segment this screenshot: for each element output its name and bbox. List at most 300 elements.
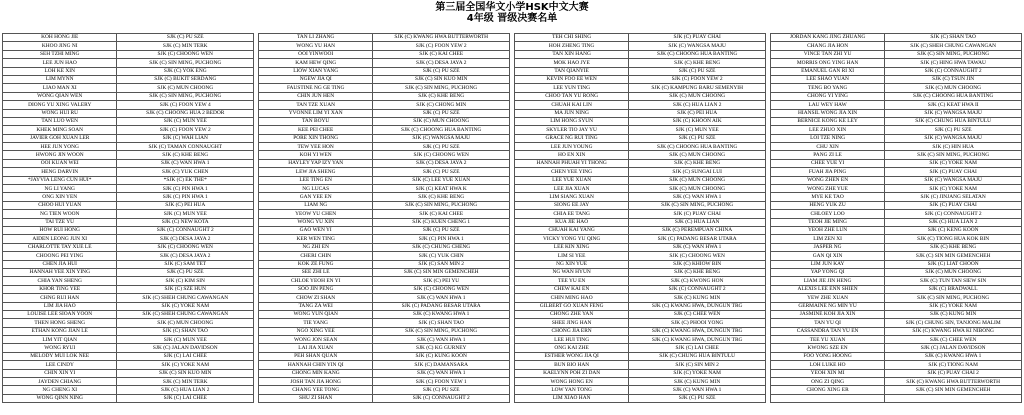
school-name-cell: SJK (C) PU SZE — [885, 126, 1022, 134]
school-name-cell: SJK (C) YUK CHEN — [117, 168, 254, 176]
school-name-cell: SJK (C) MUN CHOONG — [629, 185, 766, 193]
school-name-cell: SJK (C) HIN HUA — [885, 143, 1022, 151]
student-name-cell: SIONG EE JAY — [514, 201, 628, 209]
student-name-cell: PANG ZI LE — [770, 151, 884, 159]
student-name-cell: CHLOEY LOO — [770, 210, 884, 218]
school-name-cell: SJK (C) SUNGAI LUI — [629, 168, 766, 176]
school-name-cell: SJK (C) MUN CHOONG — [629, 151, 766, 159]
table-row — [3, 201, 1022, 209]
table-row — [3, 42, 1022, 50]
student-name-cell: LAU WEY HAW — [770, 101, 884, 109]
table-row — [3, 344, 1022, 352]
student-name-cell: HENG DARVIN — [3, 168, 117, 176]
student-name-cell: ESTHER WONG JIA QI — [514, 352, 628, 360]
school-name-cell: SJK (C) CHUNG SIN, TANJONG MALIM — [885, 319, 1022, 327]
school-name-cell: SJK (C) HING HWA TAWAU — [885, 59, 1022, 67]
school-name-cell: SJK (C) JALAN DAVIDSON — [117, 344, 254, 352]
school-name-cell: SJK (C) KWONG HON — [629, 277, 766, 285]
student-name-cell: WONG HUI RU — [3, 109, 117, 117]
school-name-cell: SJK (C) KWANG HWA BUTTERWORTH — [885, 378, 1022, 386]
student-name-cell: TAN LUO WEN — [3, 117, 117, 125]
student-name-cell: CHONG MIN KANG — [258, 369, 372, 377]
school-name-cell: SJK (C) SHAN TAO — [885, 34, 1022, 42]
student-name-cell: SOO JIN PENG — [258, 285, 372, 293]
student-name-cell: LEE YUE XUAN — [514, 176, 628, 184]
student-name-cell: GERMAINE NG MIN YU — [770, 302, 884, 310]
student-name-cell: TAN LI ZHANG — [258, 34, 372, 42]
school-name-cell: SJK (C) MUN CHOONG — [885, 268, 1022, 276]
school-name-cell: SJK (C) WANGSA MAJU — [629, 42, 766, 50]
student-name-cell: KOH HONG JIE — [3, 34, 117, 42]
student-name-cell: CHIA EE TANG — [514, 210, 628, 218]
student-name-cell: JOSH TAN JIA HONG — [258, 378, 372, 386]
school-name-cell: SJK (C) CHOONG WEN — [117, 50, 254, 58]
student-name-cell: LIM MYNN — [3, 75, 117, 83]
student-name-cell: SHU ZI SHAN — [258, 394, 372, 402]
school-name-cell: SJK (C) SIN MING, PUCHONG — [373, 201, 510, 209]
school-name-cell: SJK (C) DAMANSARA — [373, 361, 510, 369]
student-name-cell: LIAM JIE JIN HENG — [770, 277, 884, 285]
student-name-cell: CHOO TAN YU RONG — [514, 92, 628, 100]
student-name-cell: LIM JUN KAY — [770, 260, 884, 268]
student-name-cell: LEE JIA XUAN — [514, 185, 628, 193]
student-name-cell: HENG YUK ZU — [770, 201, 884, 209]
student-name-cell: WONG ZHE YUE — [770, 185, 884, 193]
student-name-cell: ONG ZI QING — [770, 378, 884, 386]
school-name-cell: SJK (C) CHOONG HUA BANTING — [373, 126, 510, 134]
student-name-cell: THEN HONG SHENG — [3, 319, 117, 327]
student-name-cell: EMANUEL GAN RI XI — [770, 67, 884, 75]
school-name-cell: SJK (C) CHOONG WEN — [373, 151, 510, 159]
school-name-cell: SJK (C) PIN HWA 1 — [117, 193, 254, 201]
school-name-cell: SJK (C) YOKE NAM — [629, 369, 766, 377]
school-name-cell: SJK (C) TIONG HUA KOK BIN — [885, 235, 1022, 243]
table-row — [3, 336, 1022, 344]
school-name-cell: SJK (C) TUN TAN SIEW SIN — [885, 277, 1022, 285]
school-name-cell: SJK (C) SIN MING, PUCHONG — [117, 92, 254, 100]
student-name-cell: TAN QIANYIE — [514, 67, 628, 75]
student-name-cell: TIE YANG — [258, 319, 372, 327]
table-row — [3, 226, 1022, 234]
school-name-cell: SJK (C) PU SZE — [373, 386, 510, 394]
table-row — [3, 92, 1022, 100]
student-name-cell: CHERI CHIN — [258, 252, 372, 260]
school-name-cell: SJK (C) LAI CHEE — [629, 344, 766, 352]
school-name-cell: SJK (C) BUKIT SERDANG — [117, 75, 254, 83]
school-name-cell: SJK (C) PEI HUA — [629, 109, 766, 117]
student-name-cell: TAN BOYU — [258, 117, 372, 125]
school-name-cell: SJK (C) KAI CHEE — [373, 210, 510, 218]
table-row — [3, 193, 1022, 201]
school-name-cell: SJK (C) MUN CHOONG — [373, 117, 510, 125]
student-name-cell: CHUAH KAI LIN — [514, 101, 628, 109]
student-name-cell: MYE KE TAO — [770, 193, 884, 201]
table-row — [3, 252, 1022, 260]
student-name-cell: CHONG YI YING — [770, 92, 884, 100]
school-name-cell: SJK (C) YOKE NAM — [885, 159, 1022, 167]
student-name-cell: TANG ZA WEI — [258, 302, 372, 310]
student-name-cell: LIAO MAN XI — [3, 84, 117, 92]
table-row — [3, 243, 1022, 251]
student-name-cell: PEH SHAN QUAN — [258, 352, 372, 360]
school-name-cell: SJK (C) HUA LIAN 2 — [117, 386, 254, 394]
student-name-cell: LIM YIT QIAN — [3, 336, 117, 344]
student-name-cell: KHEK MING SOAN — [3, 126, 117, 134]
student-name-cell: WONG YU XIN — [258, 218, 372, 226]
school-name-cell: SJK (C) KHE BENG — [373, 92, 510, 100]
student-name-cell: SKYLER TIO JAY YU — [514, 126, 628, 134]
student-name-cell: KHOO JING NI — [3, 42, 117, 50]
student-name-cell: LIM HONG SYUN — [514, 117, 628, 125]
student-name-cell: TEH CHI SHING — [514, 34, 628, 42]
student-name-cell: NG LI YANG — [3, 185, 117, 193]
student-name-cell: LEE TING EN — [258, 176, 372, 184]
school-name-cell: SJK (C) KHE BENG — [373, 193, 510, 201]
student-name-cell: LEE HUI TING — [514, 336, 628, 344]
student-name-cell: LIOW XIAN YANG — [258, 67, 372, 75]
student-name-cell: CHONG XING ER — [770, 386, 884, 394]
school-name-cell: SJK (C) PUAY CHAI — [885, 168, 1022, 176]
student-name-cell: CHOONG PEI YING — [3, 252, 117, 260]
school-name-cell: SJK (C) PU SZE — [117, 34, 254, 42]
student-name-cell: LIM JIA HAO — [3, 302, 117, 310]
student-name-cell: CHIN XIN YI — [3, 369, 117, 377]
student-name-cell: LEW JIA SHENG — [258, 168, 372, 176]
student-name-cell: YEOW YU CHEN — [258, 210, 372, 218]
school-name-cell: SJK (C) MUN YEE — [117, 117, 254, 125]
school-name-cell: SJK (C) LAI CHEE — [117, 352, 254, 360]
school-name-cell: SJK (C) CONNAUGHT 2 — [629, 285, 766, 293]
school-name-cell: SJK (C) WAN HWA 1 — [629, 243, 766, 251]
student-name-cell: LIM SI YEE — [514, 252, 628, 260]
school-name-cell: SJK (C) MIN TERK — [117, 378, 254, 386]
student-name-cell: CHEW KAI EN — [514, 285, 628, 293]
school-name-cell: SJK (C) KHE BENG — [629, 268, 766, 276]
student-name-cell: CHOO HUI YUAN — [3, 201, 117, 209]
student-name-cell: CHANG YEE TONG — [258, 386, 372, 394]
student-name-cell: NG CHENG XI — [3, 386, 117, 394]
table-row — [3, 302, 1022, 310]
school-name-cell: SJK (C) WANGSA MAJU — [885, 176, 1022, 184]
student-name-cell: GILBERT GO XUAN FENG — [514, 302, 628, 310]
student-name-cell: KER WEN TING — [258, 235, 372, 243]
table-row — [3, 84, 1022, 92]
student-name-cell: CHANG JIA HON — [770, 42, 884, 50]
student-name-cell: NGEW JIA QI — [258, 75, 372, 83]
school-name-cell: SJK (C) KAI CHEE — [373, 50, 510, 58]
student-name-cell: WONG RYUI — [3, 344, 117, 352]
student-name-cell: VINCE TAN ZHI YU — [770, 50, 884, 58]
student-name-cell: YEW ZHE XUAN — [770, 294, 884, 302]
student-name-cell: MELODY MUI LOK NEE — [3, 352, 117, 360]
table-row — [3, 218, 1022, 226]
student-name-cell: AIDEN LEONG JUN XI — [3, 235, 117, 243]
school-name-cell: SJK (C) TSUN JIN — [885, 75, 1022, 83]
school-name-cell: SJK (C) DESA JAYA 2 — [373, 159, 510, 167]
student-name-cell: LOH LUKE HO — [770, 361, 884, 369]
finalist-table-body — [3, 34, 1022, 403]
table-row — [3, 235, 1022, 243]
student-name-cell: YEOH ZHE LUN — [770, 226, 884, 234]
student-name-cell: GRACE NG RUI TING — [514, 134, 628, 142]
school-name-cell: SJK (C) DESA JAYA 2 — [117, 235, 254, 243]
school-name-cell: SJK (C) SAN MIN 2 — [373, 260, 510, 268]
student-name-cell: CHIA YAN SHENG — [3, 277, 117, 285]
school-name-cell: SJK (C) WAH LIAN — [117, 134, 254, 142]
school-name-cell: SJK (C) KWANG HWA, DUNGUN TRG — [629, 302, 766, 310]
table-row — [3, 151, 1022, 159]
school-name-cell: SJK (C) CHOONG WEN — [117, 243, 254, 251]
student-name-cell: WONG JON SEAN — [258, 336, 372, 344]
student-name-cell: HAYLEY YAP IZY YAN — [258, 159, 372, 167]
school-name-cell: SJK (C) SIN MIN 2 — [629, 361, 766, 369]
student-name-cell: JASMINE KOH JIA XIN — [770, 310, 884, 318]
student-name-cell: NGO XING YEE — [258, 327, 372, 335]
table-row — [3, 143, 1022, 151]
table-row — [3, 34, 1022, 42]
page-title: 第三届全国华文小学HSK中文大赛 — [435, 2, 589, 13]
school-name-cell: SJK (C) KUNG MIN — [629, 378, 766, 386]
school-name-cell: SJK (C) DESA JAYA 2 — [117, 252, 254, 260]
student-name-cell: CHONG JIA ERN — [514, 327, 628, 335]
student-name-cell: CASSANDRA TAN YU EN — [770, 327, 884, 335]
school-name-cell: SJK (C) LIAT CHOON — [885, 260, 1022, 268]
school-name-cell: SJK (C) PU SZE — [373, 67, 510, 75]
school-name-cell: SJK (C) CHOONG HUA BANTING — [629, 50, 766, 58]
student-name-cell: SEE ZHI LE — [258, 268, 372, 276]
school-name-cell: SJK (C) PUAY CHAI — [629, 210, 766, 218]
school-name-cell: SJK (C) YUK CHIN — [373, 252, 510, 260]
school-name-cell: SJK (C) KHIOW BIN — [629, 260, 766, 268]
student-name-cell: WONG ZHEN EN — [770, 176, 884, 184]
school-name-cell: SJK (C) KEAT HWA K — [373, 185, 510, 193]
student-name-cell: OOI KUAN WEI — [3, 159, 117, 167]
student-name-cell: MOK HAO JYE — [514, 59, 628, 67]
school-name-cell: SJK (C) KWANG HWA, DUNGUN TRG — [629, 336, 766, 344]
school-name-cell: SJK (C) KWANG HWA, DUNGUN TRG — [629, 327, 766, 335]
student-name-cell: LEE ZHUO XIN — [770, 126, 884, 134]
table-row — [3, 75, 1022, 83]
school-name-cell: *SJK (C) EK THE* — [117, 176, 254, 184]
school-name-cell: SJK (C) CHUNG CHENG — [373, 243, 510, 251]
student-name-cell: WONG QINN NING — [3, 394, 117, 402]
student-name-cell: JAYDEN CHIANG — [3, 378, 117, 386]
student-name-cell: *JAYVIA LENG CUN HUI* — [3, 176, 117, 184]
school-name-cell: SJK (C) KAMPUNG BARU SEMENYIH — [629, 84, 766, 92]
table-row — [3, 277, 1022, 285]
table-row — [3, 294, 1022, 302]
student-name-cell: KOH YI WEN — [258, 151, 372, 159]
student-name-cell: KHOR TING YEE — [3, 285, 117, 293]
student-name-cell: CHOW ZI SHAN — [258, 294, 372, 302]
student-name-cell: NG WAN HYUN — [514, 268, 628, 276]
school-name-cell: SJK (C) PU SZE — [629, 394, 766, 402]
student-name-cell: TEOH JIE MING — [770, 218, 884, 226]
school-name-cell: SJK (C) CONNAUGHT 2 — [117, 226, 254, 234]
school-name-cell: SJK (C) YOK ENG — [117, 67, 254, 75]
student-name-cell: KAM HEW QING — [258, 59, 372, 67]
school-name-cell: SJK (C) WAN HWA 1 — [373, 294, 510, 302]
student-name-cell: LEE KIN XING — [514, 243, 628, 251]
student-name-cell: NG LUCAS — [258, 185, 372, 193]
student-name-cell: YVONNE LIM YI XAN — [258, 109, 372, 117]
school-name-cell: SJK (C) SIN MING, PUCHONG — [373, 327, 510, 335]
student-name-cell: KWONG SZE EN — [770, 344, 884, 352]
school-name-cell: SJK (C) KWANG HWA 1 — [885, 352, 1022, 360]
school-name-cell: SJK (C) CHUNG HUA BINTULU — [629, 352, 766, 360]
school-name-cell: SJK (C) PIN HWA 1 — [117, 185, 254, 193]
table-row — [3, 210, 1022, 218]
school-name-cell: SJK (C) PU SZE — [373, 168, 510, 176]
student-name-cell: WONG HONG EN — [514, 378, 628, 386]
student-name-cell: TEW YEE HON — [258, 143, 372, 151]
student-name-cell: ETHAN KONG JIAN LE — [3, 327, 117, 335]
student-name-cell: KOK ZE FUNG — [258, 260, 372, 268]
school-name-cell: SJK (C) WAN HWA 1 — [629, 193, 766, 201]
student-name-cell: OOI YINWOOI — [258, 50, 372, 58]
school-name-cell: SJK (C) PU SZE — [629, 134, 766, 142]
school-name-cell: SJK (C) KIM SIN — [117, 277, 254, 285]
student-name-cell: TENG BO YANG — [770, 84, 884, 92]
school-name-cell: SJK (C) WAN HWA 1 — [373, 369, 510, 377]
school-name-cell: SJK (C) MUN YEE — [629, 126, 766, 134]
table-row — [3, 319, 1022, 327]
student-name-cell: FUAH JIA PING — [770, 168, 884, 176]
school-name-cell: SJK (C) HUA LIAN 2 — [885, 218, 1022, 226]
student-name-cell: TAN TZE XUAN — [258, 101, 372, 109]
student-name-cell: HIANSIL WONG JIA XIN — [770, 109, 884, 117]
student-name-cell: LEE SHAO YUAN — [770, 75, 884, 83]
school-name-cell: SJK (C) CHOONG HUA 2 BEDOR — [117, 109, 254, 117]
table-row — [3, 168, 1022, 176]
school-name-cell: SJK (C) CHOONG WEN — [629, 252, 766, 260]
school-name-cell: SJK (C) PUAY CHAI — [885, 201, 1022, 209]
school-name-cell: SJK (C) SHEH CHUNG CAWANGAN — [117, 310, 254, 318]
school-name-cell: SJK (C) WAN HWA 1 — [629, 386, 766, 394]
school-name-cell: SJK (C) KUNG MIN — [629, 294, 766, 302]
school-name-cell: SJK (C) PHOOI YONG — [629, 319, 766, 327]
school-name-cell: SJK (C) MIN TERK — [117, 42, 254, 50]
student-name-cell: VICKY YONG YU QING — [514, 235, 628, 243]
school-name-cell: SJK (C) KUEN CHENG 1 — [373, 218, 510, 226]
student-name-cell: LOW YAN TONG — [514, 386, 628, 394]
page-header — [0, 0, 1024, 33]
school-name-cell: SJK (C) SIN MING, PUCHONG — [117, 59, 254, 67]
student-name-cell: ALEXIS LEE ENN SHIEN — [770, 285, 884, 293]
school-name-cell: SJK (C) KEAT HWA II — [885, 101, 1022, 109]
school-name-cell: SJK (C) KHE BENG — [117, 151, 254, 159]
school-name-cell: SJK (C) FOON YEW 4 — [117, 101, 254, 109]
student-name-cell: LIAM NG — [258, 201, 372, 209]
school-name-cell: SJK (C) PUAY CHAI 2 — [885, 369, 1022, 377]
page-subtitle: 4年级 晋级决赛名单 — [466, 13, 558, 24]
school-name-cell: SJK (C) NEW KOTA — [117, 218, 254, 226]
school-name-cell: SJK (C) WAN HWA 1 — [373, 336, 510, 344]
student-name-cell: HANNAH YEE XIN YING — [3, 268, 117, 276]
student-name-cell: YEOH XIN MI — [770, 369, 884, 377]
school-name-cell: SJK (C) MUN CHOONG — [117, 84, 254, 92]
student-name-cell: ONG KAI ZHE — [514, 344, 628, 352]
school-name-cell: SJK (C) PU SZE — [373, 109, 510, 117]
school-name-cell: SJK (C) CHOONG HUA BANTING — [885, 92, 1022, 100]
school-name-cell: SJK (C) HUA LIAN — [629, 218, 766, 226]
student-name-cell: CHIN MING HAO — [514, 294, 628, 302]
school-name-cell: SJK (C) SHAN TAO — [117, 327, 254, 335]
student-name-cell: HANNAH PHUAH YI THONG — [514, 159, 628, 167]
school-name-cell: SJK (C) PEREMPUAN CHINA — [629, 226, 766, 234]
school-name-cell: SJK (C) PIN HWA 1 — [373, 235, 510, 243]
student-name-cell: MA JUN NING — [514, 109, 628, 117]
student-name-cell: CHUAH KAI YANG — [514, 226, 628, 234]
school-name-cell: SJK (C) WAN HWA 1 — [117, 159, 254, 167]
student-name-cell: TAI TZE YU — [3, 218, 117, 226]
school-name-cell: SJK (C) PU SZE — [373, 143, 510, 151]
student-name-cell: CHEE YUE YI — [770, 159, 884, 167]
school-name-cell: SJK (C) CHONG MIN — [373, 101, 510, 109]
table-row — [3, 369, 1022, 377]
school-name-cell: SJK (C) CHEE WEN — [629, 310, 766, 318]
student-name-cell: CHEN YEE YING — [514, 168, 628, 176]
student-name-cell: CHIN JUN HEN — [258, 92, 372, 100]
school-name-cell: SJK (C) YOKE NAM — [885, 185, 1022, 193]
school-name-cell: SJK (C) LEE YUE XUAN — [373, 176, 510, 184]
student-name-cell: YAP YONG QI — [770, 268, 884, 276]
student-name-cell: LOUISE LEE SIOAN YOON — [3, 310, 117, 318]
student-name-cell: BUN BIO HAN — [514, 361, 628, 369]
school-name-cell: SJK (C) SIN MING, PUCHONG — [885, 151, 1022, 159]
student-name-cell: LEE JUN YOUNG — [514, 143, 628, 151]
school-name-cell: SJK (C) MUN YEE — [117, 336, 254, 344]
school-name-cell: SJK (C) PADANG BESAR UTARA — [629, 235, 766, 243]
school-name-cell: SJK (C) FOON YEW 1 — [373, 378, 510, 386]
student-name-cell: MORRIS ONG YING HAN — [770, 59, 884, 67]
school-name-cell: SJK (C) JALAN DAVIDSON — [885, 344, 1022, 352]
school-name-cell: SJK (C) PUAY CHAI — [629, 34, 766, 42]
school-name-cell: SJK (C) PADANG BESAR UTARA — [373, 302, 510, 310]
school-name-cell: SJK (C) TIONG NAM — [885, 361, 1022, 369]
table-row — [3, 101, 1022, 109]
school-name-cell: SJK (C) FOON YEW 2 — [373, 42, 510, 50]
school-name-cell: SJK (C) SAM TET — [117, 260, 254, 268]
school-name-cell: SJK (C) HUA LIAN 2 — [629, 101, 766, 109]
school-name-cell: SJK (C) SHAN TAO — [373, 319, 510, 327]
student-name-cell: NG ZHI EN — [258, 243, 372, 251]
student-name-cell: WONG QIAN WEN — [3, 92, 117, 100]
school-name-cell: SJK (C) LAI CHEE — [117, 394, 254, 402]
school-name-cell: SJK (C) CONNAUGHT 2 — [885, 210, 1022, 218]
student-name-cell — [770, 394, 884, 402]
student-name-cell: LIM ZEN XI — [770, 235, 884, 243]
table-row — [3, 126, 1022, 134]
school-name-cell: SJK (C) DESA JAYA 2 — [373, 59, 510, 67]
school-name-cell: SJK (C) CHEE WEN — [885, 336, 1022, 344]
table-row — [3, 386, 1022, 394]
student-name-cell: PORE XIN THONG — [258, 134, 372, 142]
table-row — [3, 361, 1022, 369]
student-name-cell: NG TIEN WOON — [3, 210, 117, 218]
school-name-cell: SJK (C) KUNG KOON — [373, 352, 510, 360]
school-name-cell: SJK (C) SIN MING, PUCHONG — [885, 50, 1022, 58]
table-row — [3, 59, 1022, 67]
school-name-cell: SJK (C) KHOON AIK — [629, 117, 766, 125]
student-name-cell: LIM SIANG XUAN — [514, 193, 628, 201]
school-name-cell: SJK (C) PU SZE — [373, 226, 510, 234]
student-name-cell: TEE YU XUAN — [770, 336, 884, 344]
school-name-cell: SJK (C) YOKE NAM — [885, 302, 1022, 310]
student-name-cell: CHLOE YEOH EN YI — [258, 277, 372, 285]
school-name-cell: SJK (C) SHEH CHUNG CAWANGAN — [117, 294, 254, 302]
student-name-cell: CHNG RUI HAN — [3, 294, 117, 302]
